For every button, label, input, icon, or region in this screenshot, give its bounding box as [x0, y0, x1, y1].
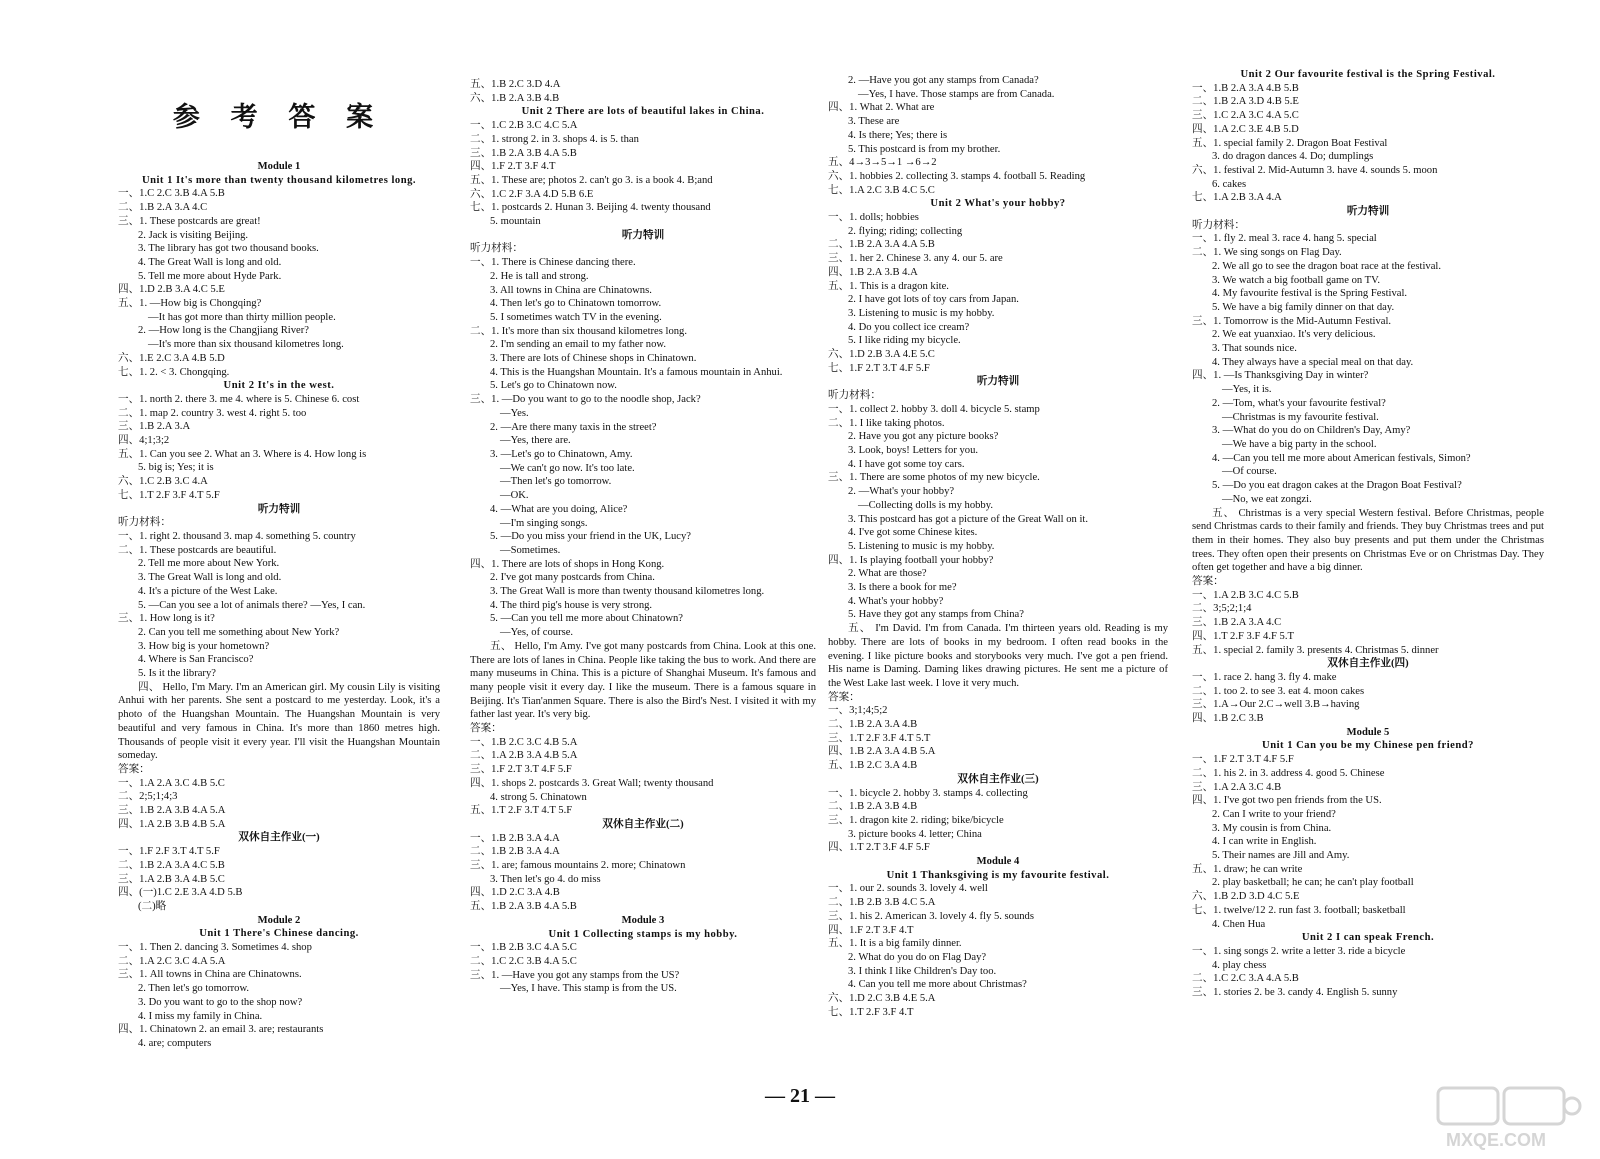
answer-line: (二)略 [138, 900, 167, 912]
answer-line: 一、1.C 2.C 3.B 4.A 5.B [118, 188, 225, 200]
answer-line: 5. —Can you see a lot of animals there? —Yes, I can. [138, 599, 366, 611]
answer-line: 六、1. festival 2. Mid-Autumn 3. have 4. sounds 5. moon [1192, 164, 1438, 176]
answer-line: 六、1. hobbies 2. collecting 3. stamps 4. football 5. Reading [828, 170, 1086, 182]
answer-line: 3. We watch a big football game on TV. [1212, 274, 1381, 286]
answer-line: 五、1. Can you see 2. What an 3. Where is 4. How long is [118, 448, 367, 460]
answer-line: 3. Listening to music is my hobby. [848, 307, 995, 319]
answer-line: 七、1. twelve/12 2. run fast 3. football; basketball [1192, 904, 1406, 916]
answer-line: 5. mountain [490, 216, 541, 228]
answer-line: 2. —Are there many taxis in the street? [490, 421, 657, 433]
answer-line: 三、1.B 2.A 3.B 4.A 5.A [118, 805, 226, 817]
answer-line: 答案： [828, 691, 860, 703]
answer-line: 二、1. map 2. country 3. west 4. right 5. too [118, 407, 307, 419]
answer-line: 二、1. his 2. in 3. address 4. good 5. Chinese [1192, 767, 1385, 779]
unit-heading: Unit 2 Our favourite festival is the Spring Festival. [1240, 69, 1496, 80]
answer-line: 答案： [470, 723, 502, 735]
answer-line: 三、1. There are some photos of my new bicycle. [828, 472, 1040, 484]
answer-line: 2. I have got lots of toy cars from Japan. [848, 294, 1019, 306]
answer-line: 4. play chess [1212, 959, 1267, 971]
answer-line: 4. The third pig's house is very strong. [490, 599, 653, 611]
answer-line: 一、1. Then 2. dancing 3. Sometimes 4. shop [118, 942, 312, 954]
answer-line: 6. cakes [1212, 178, 1247, 190]
column-3-content [828, 74, 1168, 1020]
answer-line: —Yes, there are. [500, 435, 571, 447]
answer-line: —It's more than six thousand kilometres long. [148, 339, 344, 351]
answer-line: 4. What's your hobby? [848, 595, 944, 607]
answer-line: 四、1. What 2. What are [828, 102, 935, 114]
answer-line: 一、1. bicycle 2. hobby 3. stamps 4. collecting [828, 787, 1028, 799]
answer-line: 三、1. These postcards are great! [118, 215, 261, 227]
answer-line: 2. I've got many postcards from China. [490, 572, 655, 584]
answer-line: 四、1.F 2.T 3.F 4.T [470, 161, 556, 173]
answer-line: 五、1.T 2.F 3.T 4.T 5.F [470, 805, 573, 817]
answer-line: —Yes, I have. Those stamps are from Canada. [858, 88, 1055, 100]
answer-line: 2. What are those? [848, 568, 927, 580]
answer-line: 七、1.A 2.C 3.B 4.C 5.C [828, 184, 935, 196]
answer-line: —Yes, of course. [500, 627, 574, 639]
answer-line: 2. —How long is the Changjiang River? [138, 325, 309, 337]
answer-line: —We have a big party in the school. [1222, 438, 1377, 450]
answer-line: 二、1.C 2.C 3.A 4.A 5.B [1192, 973, 1299, 985]
answer-line: 3. Then let's go 4. do miss [490, 873, 601, 885]
answer-line: 七、1. postcards 2. Hunan 3. Beijing 4. twenty thousand [470, 202, 711, 214]
answer-line: 3. All towns in China are Chinatowns. [490, 284, 652, 296]
answer-line: 2. —Tom, what's your favourite festival? [1212, 397, 1386, 409]
answer-line: 3. How big is your hometown? [138, 640, 270, 652]
column-1-content [118, 160, 440, 1051]
answer-line: 一、1. sing songs 2. write a letter 3. ride a bicycle [1192, 946, 1406, 957]
answer-line: 一、1.B 2.A 3.A 4.B 5.B [1192, 82, 1299, 94]
answer-line: 5. Let's go to Chinatown now. [490, 380, 617, 392]
answer-line: 三、1. —Do you want to go to the noodle shop, Jack? [470, 394, 701, 406]
answer-line: 三、1. dragon kite 2. riding; bike/bicycle [828, 814, 1004, 826]
answer-line: 四、(一)1.C 2.E 3.A 4.D 5.B [118, 887, 243, 899]
answer-line: 5. We have a big family dinner on that day. [1212, 301, 1395, 313]
answer-line: 4. Then let's go to Chinatown tomorrow. [490, 298, 662, 310]
unit-heading: Unit 2 It's in the west. [223, 380, 335, 392]
answer-line: 六、1.B 2.A 3.B 4.B [470, 92, 560, 104]
answer-line: 六、1.E 2.C 3.A 4.B 5.D [118, 352, 225, 364]
section-heading: Module 2 [257, 914, 301, 926]
answer-line: 5. —Do you miss your friend in the UK, Lucy? [490, 531, 691, 543]
answer-line: 五、1. It is a big family dinner. [828, 938, 962, 950]
answer-line: 5. —Can you tell me more about Chinatown? [490, 613, 684, 625]
answer-line: 3. The library has got two thousand books. [138, 243, 319, 255]
section-heading: 听力特训 [1346, 206, 1390, 218]
answer-line: 三、1. How long is it? [118, 613, 215, 625]
answer-line: 五、1.B 2.C 3.D 4.A [470, 79, 561, 90]
answer-line: —Yes, I have. This stamp is from the US. [500, 983, 677, 995]
answer-line: —Christmas is my favourite festival. [1222, 411, 1379, 423]
section-heading: 听力特训 [976, 376, 1020, 388]
answer-line: 三、1.B 2.A 3.B 4.A 5.B [470, 147, 577, 159]
answer-line: 四、1. —Is Thanksgiving Day in winter? [1192, 370, 1369, 382]
answer-line: 3. These are [848, 116, 900, 128]
answer-line: 二、1. These postcards are beautiful. [118, 544, 277, 556]
answer-line: 四、1. I've got two pen friends from the US. [1192, 795, 1382, 807]
answer-line: —Of course. [1222, 466, 1277, 478]
answer-line: —No, we eat zongzi. [1222, 493, 1312, 505]
answer-line: 一、1. dolls; hobbies [828, 212, 919, 224]
answer-line: 三、1.B 2.A 3.A 4.C [1192, 617, 1282, 629]
unit-heading: Unit 2 I can speak French. [1301, 932, 1435, 944]
section-heading: 双休自主作业(四) [1327, 658, 1409, 670]
answer-line: 五、4→3→5→1 →6→2 [828, 157, 937, 169]
answer-line: 二、1.B 2.A 3.A 4.C 5.B [118, 859, 225, 871]
answer-line: 二、1.A 2.B 3.A 4.B 5.A [470, 750, 578, 762]
answer-line: 七、1.F 2.T 3.T 4.F 5.F [828, 362, 930, 374]
answer-line: 4. Do you collect ice cream? [848, 321, 970, 333]
answer-line: 三、1.A→Our 2.C→well 3.B→having [1192, 699, 1360, 711]
page-title: 参 考 答 案 [172, 102, 386, 132]
answer-line: 4. Is there; Yes; there is [848, 129, 948, 141]
answer-line: 4. I've got some Chinese kites. [848, 527, 978, 539]
answer-line: 5. Listening to music is my hobby. [848, 540, 995, 552]
listening-passage: 五、 Christmas is a very special Western festival. Before Christmas, people send Christmas cards to their family and friends. They buy Christmas trees and put them in their homes. They also buy presents and put them under the Christmas trees. They often open their presents on Christmas Eve or on Christmas Day. They often get together and have a big dinner. [1192, 507, 1544, 574]
answer-line: 四、1. shops 2. postcards 3. Great Wall; twenty thousand [470, 777, 714, 789]
answer-line: 2. We eat yuanxiao. It's very delicious. [1212, 329, 1376, 341]
answer-line: 四、1.D 2.B 3.A 4.C 5.E [118, 284, 225, 296]
answer-line: 二、1.C 2.C 3.B 4.A 5.C [470, 956, 577, 967]
unit-heading: Unit 2 There are lots of beautiful lakes in China. [521, 106, 765, 118]
answer-line: 四、1.A 2.C 3.E 4.B 5.D [1192, 123, 1299, 135]
answer-line: 5. I like riding my bicycle. [848, 335, 961, 347]
answer-line: 四、1.B 2.C 3.B [1192, 713, 1264, 725]
answer-line: 五、1. This is a dragon kite. [828, 280, 949, 292]
answer-line: 答案： [118, 763, 150, 775]
answer-line: 四、1. Chinatown 2. an email 3. are; restaurants [118, 1024, 324, 1036]
answer-line: 3. do dragon dances 4. Do; dumplings [1212, 151, 1374, 163]
section-heading: Module 5 [1346, 726, 1390, 738]
answer-line: 五、1. special family 2. Dragon Boat Festival [1192, 137, 1388, 149]
answer-line: 4. —What are you doing, Alice? [490, 503, 628, 515]
answer-line: 2. play basketball; he can; he can't play football [1212, 877, 1414, 889]
answer-line: 3. This postcard has got a picture of the Great Wall on it. [848, 513, 1088, 525]
answer-line: 2. Have you got any picture books? [848, 431, 999, 443]
answer-line: 4. It's a picture of the West Lake. [138, 585, 278, 597]
answer-line: 三、1.A 2.A 3.C 4.B [1192, 781, 1282, 793]
answer-line: 2. Jack is visiting Beijing. [138, 229, 249, 241]
answer-line: 3. Is there a book for me? [848, 582, 957, 594]
answer-line: 听力材料： [1192, 219, 1245, 231]
answer-line: 六、1.D 2.B 3.A 4.E 5.C [828, 349, 935, 361]
answer-line: 3. —What do you do on Children's Day, Amy? [1212, 425, 1411, 437]
answer-line: 三、1.T 2.F 3.F 4.T 5.T [828, 732, 931, 744]
answer-line: 三、1. —Have you got any stamps from the US? [470, 969, 680, 981]
answer-line: 2. Tell me more about New York. [138, 558, 280, 570]
answer-line: 二、1.B 2.B 3.B 4.C 5.A [828, 897, 936, 909]
answer-line: 二、1.B 2.A 3.A 4.C [118, 202, 208, 214]
answer-line: 4. The Great Wall is long and old. [138, 256, 282, 268]
answer-line: 四、1. There are lots of shops in Hong Kong. [470, 558, 665, 570]
answer-line: 4. Can you tell me more about Christmas? [848, 979, 1027, 991]
answer-line: 4. This is the Huangshan Mountain. It's a famous mountain in Anhui. [490, 366, 783, 378]
answer-line: 三、1. are; famous mountains 2. more; Chinatown [470, 860, 686, 872]
listening-passage: 五、 Hello, I'm Amy. I've got many postcards from China. Look at this one. There are lots of lanes in China. People like taking the bus to work. And there are many museums in China. This is a picture of Shanghai Museum. It's famous and many people visit it every day. I like the museum. There is a famous square in Beijing. It's Tian'anmen Square. There is also the Bird's Nest. I visited it with my father last year. It's very big. [470, 640, 816, 721]
answer-line: 二、1. It's more than six thousand kilometres long. [470, 325, 687, 337]
answer-line: 一、1. race 2. hang 3. fly 4. make [1192, 671, 1337, 683]
answer-line: 一、1.F 2.F 3.T 4.T 5.F [118, 846, 220, 858]
answer-line: 四、1. Is playing football your hobby? [828, 554, 994, 566]
answer-line: —Collecting dolls is my hobby. [858, 499, 993, 511]
answer-line: 二、1. We sing songs on Flag Day. [1192, 247, 1342, 259]
answer-line: 5. big is; Yes; it is [138, 462, 214, 474]
answer-line: 4. They always have a special meal on that day. [1212, 356, 1414, 368]
answer-line: 三、1. stories 2. be 3. candy 4. English 5. sunny [1192, 987, 1398, 999]
answer-line: 二、1.B 2.A 3.A 4.A 5.B [828, 239, 935, 251]
section-heading: 双休自主作业(二) [602, 818, 684, 830]
answer-line: 3. My cousin is from China. [1212, 822, 1332, 834]
answer-line: 五、1. special 2. family 3. presents 4. Christmas 5. dinner [1192, 644, 1439, 656]
answer-line: 3. Look, boys! Letters for you. [848, 444, 979, 456]
answer-line: 一、1.C 2.B 3.C 4.C 5.A [470, 120, 578, 132]
answer-line: 2. Then let's go tomorrow. [138, 983, 250, 995]
answer-line: 一、1.B 2.B 3.C 4.A 5.C [470, 942, 577, 954]
answer-line: 3. —Let's go to Chinatown, Amy. [490, 448, 633, 460]
answer-line: 四、1.T 2.T 3.F 4.F 5.F [828, 842, 930, 854]
answer-line: 三、1. Tomorrow is the Mid-Autumn Festival. [1192, 315, 1392, 327]
answer-line: 二、1. too 2. to see 3. eat 4. moon cakes [1192, 685, 1365, 697]
column-2 [470, 0, 816, 1099]
answer-line: 5. Is it the library? [138, 668, 216, 680]
answer-line: 三、1. All towns in China are Chinatowns. [118, 969, 302, 981]
watermark-logo [1436, 1084, 1582, 1154]
answer-line: 2. —What's your hobby? [848, 486, 955, 498]
answer-line: 一、1. our 2. sounds 3. lovely 4. well [828, 883, 988, 895]
section-heading: 双休自主作业(三) [957, 773, 1039, 785]
answer-line: 一、1. fly 2. meal 3. race 4. hang 5. special [1192, 233, 1377, 245]
answer-line: 五、1. —How big is Chongqing? [118, 298, 262, 310]
page-number: — 21 — [765, 1085, 835, 1107]
answer-line: 七、1.A 2.B 3.A 4.A [1192, 192, 1282, 204]
column-4-content [1192, 68, 1544, 1000]
answer-line: 4. My favourite festival is the Spring Festival. [1212, 288, 1408, 300]
answer-line: —Then let's go tomorrow. [500, 476, 612, 488]
answer-line: 三、1.C 2.A 3.C 4.A 5.C [1192, 110, 1299, 122]
column-1 [118, 0, 440, 1099]
answer-line: 七、1.T 2.F 3.F 4.T [828, 1006, 914, 1018]
listening-passage: 四、 Hello, I'm Mary. I'm an American girl. My cousin Lily is visiting Anhui with her parents. She sent a postcard to me yesterday. Look, it's a photo of the Huangshan Mountain. The Huangshan Mountain is very beautiful and very famous in China. It's more than 1860 metres high. Thousands of people visit it every year. I'll visit the Huangshan Mountain someday. [118, 681, 440, 762]
answer-line: —Yes, it is. [1222, 384, 1272, 396]
answer-line: 七、1. 2. < 3. Chongqing. [118, 366, 230, 378]
answer-line: 3. The Great Wall is long and old. [138, 572, 282, 584]
answer-line: 一、1.A 2.A 3.C 4.B 5.C [118, 777, 225, 789]
answer-line: 二、1.B 2.A 3.A 4.B [828, 719, 918, 731]
unit-heading: Unit 1 Can you be my Chinese pen friend? [1262, 740, 1474, 752]
answer-line: 二、1.A 2.C 3.C 4.A 5.A [118, 955, 226, 967]
answer-line: 六、1.B 2.D 3.D 4.C 5.E [1192, 891, 1300, 903]
answer-line: 六、1.C 2.F 3.A 4.D 5.B 6.E [470, 188, 594, 200]
answer-line: 一、1. north 2. there 3. me 4. where is 5. Chinese 6. cost [118, 393, 360, 405]
answer-line: 5. This postcard is from my brother. [848, 143, 1001, 155]
unit-heading: Unit 2 What's your hobby? [930, 198, 1066, 210]
answer-line: 5. —Do you eat dragon cakes at the Dragon Boat Festival? [1212, 480, 1462, 492]
answer-line: 四、1.D 2.C 3.A 4.B [470, 887, 560, 899]
answer-line: 4. I can write in English. [1212, 836, 1317, 848]
answer-line: 4. —Can you tell me more about American festivals, Simon? [1212, 452, 1471, 464]
answer-line: 三、1.F 2.T 3.T 4.F 5.F [470, 764, 572, 776]
answer-line: —Sometimes. [500, 544, 561, 556]
answer-line: 五、1. draw; he can write [1192, 863, 1303, 875]
answer-line: 3. That sounds nice. [1212, 343, 1297, 355]
unit-heading: Unit 1 There's Chinese dancing. [199, 928, 359, 940]
answer-line: 六、1.C 2.B 3.C 4.A [118, 476, 208, 488]
answer-line: 2. Can you tell me something about New York? [138, 626, 340, 638]
answer-line: —OK. [500, 490, 529, 502]
answer-line: 2. What do you do on Flag Day? [848, 952, 987, 963]
answer-line: 二、1.B 2.A 3.B 4.B [828, 801, 918, 813]
answer-line: 一、1. There is Chinese dancing there. [470, 257, 636, 269]
answer-line: 3. I think I like Children's Day too. [848, 965, 997, 977]
answer-line: 五、1.B 2.C 3.A 4.B [828, 760, 918, 772]
answer-line: 一、1.F 2.T 3.T 4.F 5.F [1192, 754, 1294, 766]
answer-line: 一、1. collect 2. hobby 3. doll 4. bicycle 5. stamp [828, 403, 1040, 415]
answer-line: 七、1.T 2.F 3.F 4.T 5.F [118, 489, 220, 501]
answer-line: 4. are; computers [138, 1038, 212, 1049]
answer-line: 二、1. I like taking photos. [828, 417, 945, 429]
unit-heading: Unit 1 Thanksgiving is my favourite festival. [886, 869, 1110, 881]
answer-line: 二、1.B 2.B 3.A 4.A [470, 846, 560, 858]
answer-line: 4. I miss my family in China. [138, 1010, 263, 1022]
column-4 [1192, 0, 1544, 1099]
answer-line: 一、3;1;4;5;2 [828, 705, 888, 717]
answer-line: 3. There are lots of Chinese shops in Chinatown. [490, 353, 697, 365]
answer-line: 听力材料： [470, 243, 523, 255]
answer-line: —We can't go now. It's too late. [500, 462, 635, 474]
answer-line: 四、1.F 2.T 3.F 4.T [828, 924, 914, 936]
unit-heading: Unit 1 Collecting stamps is my hobby. [548, 928, 738, 940]
answer-line: 二、3;5;2;1;4 [1192, 603, 1252, 615]
answer-line: 三、1.B 2.A 3.A [118, 421, 191, 433]
answer-line: 六、1.D 2.C 3.B 4.E 5.A [828, 993, 936, 1005]
answer-line: 2. We all go to see the dragon boat race at the festival. [1212, 260, 1441, 272]
answer-line: 5. I sometimes watch TV in the evening. [490, 311, 662, 323]
answer-line: —Yes. [500, 407, 529, 419]
section-heading: 听力特训 [257, 503, 301, 515]
answer-line: 5. Their names are Jill and Amy. [1212, 850, 1350, 862]
unit-heading: Unit 1 It's more than twenty thousand kilometres long. [141, 174, 417, 186]
answer-line: 答案： [1192, 576, 1224, 588]
answer-line: 听力材料： [118, 517, 171, 529]
answer-line: 3. picture books 4. letter; China [848, 828, 982, 840]
answer-line: 三、1.A 2.B 3.A 4.B 5.C [118, 873, 225, 885]
column-2-content [470, 78, 816, 996]
answer-line: 二、1.B 2.A 3.D 4.B 5.E [1192, 96, 1299, 108]
answer-line: 5. Have they got any stamps from China? [848, 609, 1024, 621]
answer-line: —It has got more than thirty million people. [148, 311, 336, 323]
answer-line: 5. Tell me more about Hyde Park. [138, 270, 282, 282]
answer-line: 2. He is tall and strong. [490, 270, 589, 282]
answer-line: 三、1. his 2. American 3. lovely 4. fly 5. sounds [828, 910, 1034, 922]
answer-line: 2. flying; riding; collecting [848, 225, 963, 237]
answer-line: 2. —Have you got any stamps from Canada? [848, 75, 1039, 86]
answer-line: 4. Chen Hua [1212, 918, 1266, 930]
answer-line: 五、1. These are; photos 2. can't go 3. is a book 4. B;and [470, 174, 713, 186]
section-heading: 双休自主作业(一) [238, 832, 320, 844]
answer-line: 4. Where is San Francisco? [138, 654, 254, 666]
answer-line: 一、1.B 2.B 3.A 4.A [470, 832, 560, 844]
listening-passage: 五、 I'm David. I'm from Canada. I'm thirteen years old. Reading is my hobby. There are lots of books in my bedroom. I often read books in the evening. I like picture books and storybooks very much. I've got a pen friend. His name is Daming. Daming likes drawing pictures. He sent me a picture of the West Lake last week. I love it very much. [828, 623, 1168, 689]
section-heading: Module 3 [621, 914, 665, 926]
section-heading: Module 1 [257, 161, 301, 172]
section-heading: 听力特训 [621, 229, 665, 241]
section-heading: Module 4 [976, 856, 1020, 868]
answer-line: —I'm singing songs. [500, 517, 588, 529]
answer-line: 四、1.A 2.B 3.B 4.B 5.A [118, 818, 226, 830]
answer-line: 一、1.B 2.C 3.C 4.B 5.A [470, 736, 578, 748]
answer-line: 四、1.B 2.A 3.B 4.A [828, 266, 918, 278]
answer-line: 五、1.B 2.A 3.B 4.A 5.B [470, 901, 577, 913]
column-3 [828, 0, 1168, 1099]
answer-line: 3. Do you want to go to the shop now? [138, 996, 303, 1008]
answer-line: 二、1. strong 2. in 3. shops 4. is 5. than [470, 133, 639, 145]
answer-line: 2. I'm sending an email to my father now. [490, 339, 666, 351]
answer-line: 一、1. right 2. thousand 3. map 4. something 5. country [118, 530, 356, 542]
answer-line: 二、2;5;1;4;3 [118, 791, 178, 803]
answer-line: 4. I have got some toy cars. [848, 458, 965, 470]
answer-line: 2. Can I write to your friend? [1212, 808, 1336, 820]
answer-line: 四、1.B 2.A 3.A 4.B 5.A [828, 746, 936, 758]
answer-line: 3. The Great Wall is more than twenty thousand kilometres long. [490, 586, 765, 598]
svg-text:MXQE.COM: MXQE.COM [1446, 1130, 1547, 1150]
answer-line: 四、1.T 2.F 3.F 4.F 5.T [1192, 630, 1294, 642]
answer-line: 一、1.A 2.B 3.C 4.C 5.B [1192, 589, 1299, 601]
answer-line: 听力材料： [828, 390, 881, 402]
answer-line: 三、1. her 2. Chinese 3. any 4. our 5. are [828, 253, 1003, 265]
answer-line: 四、4;1;3;2 [118, 435, 170, 447]
answer-line: 4. strong 5. Chinatown [490, 791, 587, 803]
